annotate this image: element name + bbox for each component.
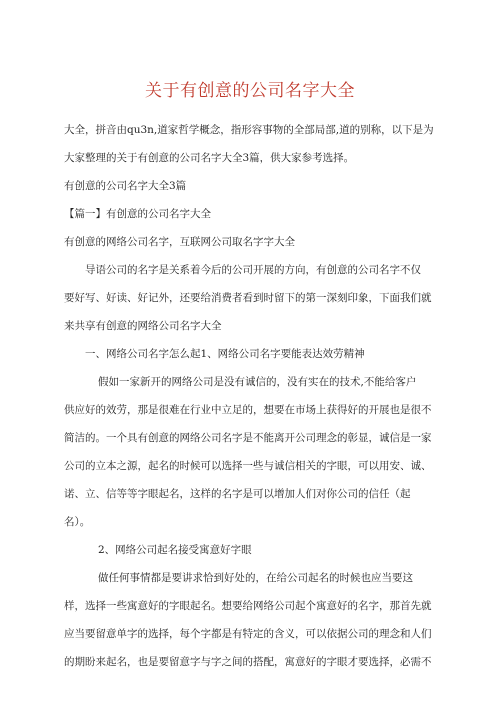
- heading-two: [64, 536, 444, 564]
- subtitle: 有创意的公司名字大全3篇: [64, 180, 187, 192]
- intro-paragraph: [64, 116, 444, 256]
- heading-two-text: 2、网络公司起名接受寓意好字眼: [98, 544, 252, 556]
- document-title: 关于有创意的公司名字大全: [145, 81, 355, 101]
- paragraph-line: 应当要留意单字的选择，每个字都是有特定的含义，可以依据公司的理念和人们: [64, 628, 432, 640]
- lead-line: 要好写、好读、好记外，还要给消费者看到时留下的第一深刻印象，下面我们就: [64, 292, 432, 304]
- intro-line: 大全，拼音由qu3n,道家哲学概念，指形容事物的全部局部,道的别称，以下是为: [64, 124, 434, 136]
- body-paragraph-2: [64, 564, 444, 676]
- paragraph-line: 的期盼来起名，也是要留意字与字之间的搭配，寓意好的字眼才要选择，必需不: [64, 656, 432, 668]
- paragraph-line: 假如一家新开的网络公司是没有诚信的，没有实在的技术,不能给客户: [98, 376, 417, 388]
- paragraph-line: 供应好的效劳，那是很难在行业中立足的，想要在市场上获得好的开展也是很不: [64, 404, 432, 416]
- lead-line: 来共享有创意的网络公司名字大全: [64, 320, 222, 332]
- body-paragraph-1: [64, 368, 444, 536]
- paragraph-line: 诺、立、信等等字眼起名，这样的名字是可以增加人们对你公司的信任（起: [64, 488, 411, 500]
- paragraph-line: 样，选择一些寓意好的字眼起名。想要给网络公司起个寓意好的名字，那首先就: [64, 600, 432, 612]
- article-title: 有创意的网络公司名字，互联网公司取名字字大全: [64, 236, 295, 248]
- lead-paragraph: [64, 256, 444, 340]
- heading-one: [64, 340, 444, 368]
- paragraph-line: 名）。: [64, 516, 91, 528]
- heading-one-text: 一、网络公司名字怎么起1、网络公司名字要能表达效劳精神: [85, 348, 365, 360]
- paragraph-line: 公司的立本之源，起名的时候可以选择一些与诚信相关的字眼，可以用安、诚、: [64, 460, 432, 472]
- paragraph-line: 简洁的。一个具有创意的网络公司名字是不能离开公司理念的彰显，诚信是一家: [64, 432, 432, 444]
- paragraph-line: 做任何事情都是要讲求恰到好处的，在给公司起名的时候也应当要这: [98, 572, 413, 584]
- intro-line: 大家整理的关于有创意的公司名字大全3篇，供大家参考选择。: [64, 152, 355, 164]
- lead-line: 导语公司的名字是关系着今后的公司开展的方向，有创意的公司名字不仅: [85, 264, 421, 276]
- section-heading: 【篇一】有创意的公司名字大全: [64, 208, 211, 220]
